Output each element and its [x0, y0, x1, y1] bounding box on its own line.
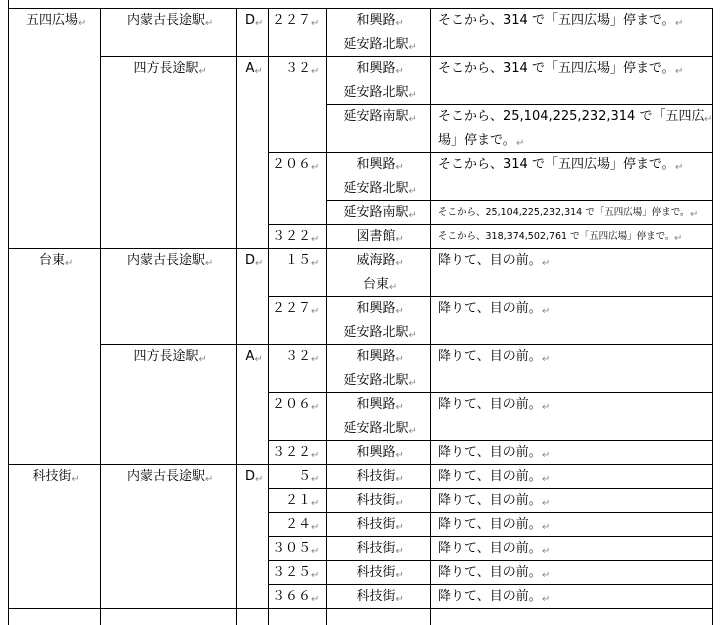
route-number-cell-text: １５ — [285, 253, 312, 268]
instruction-cell — [430, 488, 712, 512]
route-number-cell — [268, 224, 326, 248]
instruction-cell — [430, 56, 712, 104]
instruction-cell-text: そこから、314 で「五四広場」停まで。 — [438, 13, 675, 28]
transfer-stop-cell — [326, 440, 430, 464]
paragraph-mark: ↵ — [254, 354, 263, 365]
instruction-cell-text: 降りて、目の前。 — [438, 301, 542, 316]
paragraph-mark: ↵ — [395, 234, 404, 245]
exit-cell-text: D — [245, 253, 256, 268]
instruction-cell — [430, 344, 712, 392]
instruction-cell-text: そこから、314 で「五四広場」停まで。 — [438, 157, 675, 172]
paragraph-mark: ↵ — [311, 546, 320, 557]
paragraph-mark: ↵ — [311, 402, 320, 413]
instruction-cell-text: 降りて、目の前。 — [438, 469, 542, 484]
transfer-stop-cell-text: 科技街 — [356, 469, 396, 484]
transfer-stop-cell-text: 和興路 — [356, 61, 396, 76]
transfer-stop-cell-text: 科技街 — [356, 541, 396, 556]
transfer-stop-cell-text: 科技街 — [356, 589, 396, 604]
route-number-cell-text: ３２２ — [272, 229, 312, 244]
paragraph-mark: ↵ — [542, 474, 551, 485]
exit-cell-text: D — [245, 13, 256, 28]
transfer-stop-cell — [326, 200, 430, 224]
exit-cell-text: A — [245, 349, 255, 364]
instruction-cell — [430, 224, 712, 248]
route-number-cell-text: ３２ — [285, 61, 312, 76]
route-number-cell — [268, 296, 326, 344]
paragraph-mark: ↵ — [311, 66, 320, 77]
paragraph-mark: ↵ — [389, 282, 398, 293]
instruction-cell — [430, 392, 712, 440]
instruction-cell-text: 降りて、目の前。 — [438, 517, 542, 532]
transfer-stop-cell-text: 延安路北駅 — [343, 421, 409, 436]
transfer-stop-cell — [326, 560, 430, 584]
transfer-stop-cell — [326, 224, 430, 248]
transfer-stop-cell — [326, 536, 430, 560]
paragraph-mark: ↵ — [542, 546, 551, 557]
exit-cell — [236, 248, 268, 344]
instruction-cell-text: 降りて、目の前。 — [438, 541, 542, 556]
transfer-stop-cell-text: 科技街 — [356, 517, 396, 532]
paragraph-mark: ↵ — [704, 114, 712, 125]
instruction-cell — [430, 296, 712, 344]
transfer-stop-cell-text: 延安路南駅 — [343, 109, 409, 124]
instruction-cell-text: そこから、314 で「五四広場」停まで。 — [438, 61, 675, 76]
destination-cell-text: 五四広場 — [26, 13, 79, 28]
paragraph-mark: ↵ — [311, 306, 320, 317]
transfer-stop-cell-text: 和興路 — [356, 301, 396, 316]
transfer-stop-cell-text: 威海路 — [356, 253, 396, 268]
origin-station-cell — [100, 8, 236, 56]
route-number-cell-text: ２２７ — [272, 301, 312, 316]
route-number-cell — [268, 392, 326, 440]
instruction-cell — [430, 512, 712, 536]
route-number-cell-text: ２１ — [285, 493, 312, 508]
paragraph-mark: ↵ — [395, 306, 404, 317]
route-number-cell — [268, 8, 326, 56]
paragraph-mark: ↵ — [395, 474, 404, 485]
transfer-stop-cell-text: 科技街 — [356, 493, 396, 508]
paragraph-mark: ↵ — [408, 90, 417, 101]
route-number-cell-text: ２２７ — [272, 13, 312, 28]
instruction-cell-text: 降りて、目の前。 — [438, 589, 542, 604]
paragraph-mark: ↵ — [311, 162, 320, 173]
exit-cell — [236, 464, 268, 608]
paragraph-mark: ↵ — [395, 354, 404, 365]
transfer-stop-cell — [326, 488, 430, 512]
route-number-cell-text: ３６６ — [272, 589, 312, 604]
paragraph-mark: ↵ — [311, 570, 320, 581]
destination-cell-text: 台東 — [39, 253, 66, 268]
paragraph-mark: ↵ — [311, 354, 320, 365]
transfer-stop-cell-text: 延安路南駅 — [343, 205, 409, 220]
instruction-cell — [430, 560, 712, 584]
paragraph-mark: ↵ — [408, 426, 417, 437]
paragraph-mark: ↵ — [408, 378, 417, 389]
route-number-cell — [268, 488, 326, 512]
next-row-divider — [8, 608, 9, 625]
transfer-stop-cell-text: 延安路北駅 — [343, 37, 409, 52]
destination-cell — [8, 464, 100, 608]
paragraph-mark: ↵ — [311, 522, 320, 533]
paragraph-mark: ↵ — [71, 474, 80, 485]
transfer-stop-cell — [326, 464, 430, 488]
paragraph-mark: ↵ — [542, 402, 551, 413]
paragraph-mark: ↵ — [542, 450, 551, 461]
instruction-cell-text: 場」停まで。 — [438, 133, 516, 148]
transfer-stop-cell — [326, 344, 430, 392]
next-row-divider — [100, 608, 101, 625]
paragraph-mark: ↵ — [408, 210, 417, 221]
instruction-cell — [430, 440, 712, 464]
transfer-stop-cell — [326, 104, 430, 152]
transfer-stop-cell — [326, 56, 430, 104]
paragraph-mark: ↵ — [542, 354, 551, 365]
instruction-cell — [430, 152, 712, 200]
paragraph-mark: ↵ — [311, 258, 320, 269]
transfer-stop-cell-text: 和興路 — [356, 445, 396, 460]
paragraph-mark: ↵ — [205, 474, 214, 485]
next-row-divider — [236, 608, 237, 625]
paragraph-mark: ↵ — [408, 330, 417, 341]
route-number-cell-text: ２０６ — [272, 157, 312, 172]
paragraph-mark: ↵ — [254, 66, 263, 77]
exit-cell — [236, 56, 268, 248]
paragraph-mark: ↵ — [255, 258, 264, 269]
origin-station-cell — [100, 344, 236, 464]
transfer-stop-cell — [326, 392, 430, 440]
transfer-stop-cell-text: 延安路北駅 — [343, 325, 409, 340]
transfer-stop-cell-text: 延安路北駅 — [343, 85, 409, 100]
origin-station-cell — [100, 464, 236, 608]
route-number-cell-text: ２４ — [285, 517, 312, 532]
instruction-cell-text: 降りて、目の前。 — [438, 445, 542, 460]
transfer-stop-cell-text: 台東 — [363, 277, 390, 292]
paragraph-mark: ↵ — [198, 354, 207, 365]
instruction-cell — [430, 464, 712, 488]
instruction-cell-text: 降りて、目の前。 — [438, 565, 542, 580]
paragraph-mark: ↵ — [395, 570, 404, 581]
origin-station-cell-text: 四方長途駅 — [133, 61, 199, 76]
route-number-cell-text: ３２５ — [272, 565, 312, 580]
paragraph-mark: ↵ — [311, 474, 320, 485]
instruction-cell-text: そこから、25,104,225,232,314 で「五四広場」停まで。 — [438, 207, 690, 218]
route-number-cell — [268, 536, 326, 560]
paragraph-mark: ↵ — [255, 18, 264, 29]
route-number-cell — [268, 152, 326, 224]
paragraph-mark: ↵ — [395, 498, 404, 509]
route-number-cell — [268, 248, 326, 296]
route-number-cell-text: ２０６ — [272, 397, 312, 412]
origin-station-cell-text: 内蒙古長途駅 — [127, 469, 206, 484]
exit-cell — [236, 8, 268, 56]
instruction-cell — [430, 536, 712, 560]
instruction-cell — [430, 584, 712, 608]
paragraph-mark: ↵ — [675, 18, 684, 29]
paragraph-mark: ↵ — [311, 234, 320, 245]
route-number-cell — [268, 440, 326, 464]
paragraph-mark: ↵ — [690, 209, 699, 220]
paragraph-mark: ↵ — [675, 66, 684, 77]
paragraph-mark: ↵ — [408, 42, 417, 53]
origin-station-cell-text: 内蒙古長途駅 — [127, 13, 206, 28]
transfer-stop-cell-text: 図書館 — [356, 229, 396, 244]
transfer-stop-cell — [326, 584, 430, 608]
destination-cell — [8, 248, 100, 464]
paragraph-mark: ↵ — [516, 138, 525, 149]
exit-cell-text: D — [245, 469, 256, 484]
paragraph-mark: ↵ — [205, 18, 214, 29]
paragraph-mark: ↵ — [675, 162, 684, 173]
exit-cell — [236, 344, 268, 464]
route-number-cell — [268, 56, 326, 152]
paragraph-mark: ↵ — [78, 18, 87, 29]
paragraph-mark: ↵ — [311, 450, 320, 461]
transfer-stop-cell-text: 和興路 — [356, 13, 396, 28]
next-row-top-border — [8, 608, 712, 609]
paragraph-mark: ↵ — [311, 594, 320, 605]
paragraph-mark: ↵ — [205, 258, 214, 269]
instruction-cell — [430, 200, 712, 224]
paragraph-mark: ↵ — [542, 258, 551, 269]
paragraph-mark: ↵ — [408, 114, 417, 125]
transfer-stop-cell-text: 和興路 — [356, 349, 396, 364]
origin-station-cell — [100, 56, 236, 248]
paragraph-mark: ↵ — [542, 570, 551, 581]
route-number-cell-text: ３０５ — [272, 541, 312, 556]
next-row-divider — [268, 608, 269, 625]
instruction-cell-text: そこから、318,374,502,761 で「五四広場」停まで。 — [438, 231, 675, 242]
instruction-cell-text: 降りて、目の前。 — [438, 349, 542, 364]
destination-cell — [8, 8, 100, 248]
transfer-stop-cell-text: 延安路北駅 — [343, 181, 409, 196]
paragraph-mark: ↵ — [198, 66, 207, 77]
paragraph-mark: ↵ — [542, 306, 551, 317]
transfer-stop-cell-text: 延安路北駅 — [343, 373, 409, 388]
paragraph-mark: ↵ — [311, 18, 320, 29]
paragraph-mark: ↵ — [255, 474, 264, 485]
paragraph-mark: ↵ — [65, 258, 74, 269]
transfer-stop-cell — [326, 296, 430, 344]
paragraph-mark: ↵ — [674, 233, 683, 244]
transfer-stop-cell-text: 和興路 — [356, 157, 396, 172]
route-number-cell-text: ３２２ — [272, 445, 312, 460]
instruction-cell-text: 降りて、目の前。 — [438, 493, 542, 508]
paragraph-mark: ↵ — [395, 66, 404, 77]
transfer-stop-cell — [326, 8, 430, 56]
paragraph-mark: ↵ — [395, 450, 404, 461]
route-number-cell-text: ３２ — [285, 349, 312, 364]
route-number-cell — [268, 344, 326, 392]
transfer-stop-cell — [326, 152, 430, 200]
origin-station-cell-text: 四方長途駅 — [133, 349, 199, 364]
route-number-cell — [268, 560, 326, 584]
paragraph-mark: ↵ — [311, 498, 320, 509]
paragraph-mark: ↵ — [395, 546, 404, 557]
transfer-stop-cell — [326, 512, 430, 536]
paragraph-mark: ↵ — [542, 594, 551, 605]
origin-station-cell-text: 内蒙古長途駅 — [127, 253, 206, 268]
next-row-divider — [326, 608, 327, 625]
route-number-cell — [268, 512, 326, 536]
instruction-cell — [430, 104, 712, 152]
paragraph-mark: ↵ — [395, 162, 404, 173]
destination-cell-text: 科技街 — [32, 469, 72, 484]
instruction-cell-text: 降りて、目の前。 — [438, 397, 542, 412]
paragraph-mark: ↵ — [408, 186, 417, 197]
instruction-cell — [430, 248, 712, 296]
paragraph-mark: ↵ — [395, 522, 404, 533]
paragraph-mark: ↵ — [395, 594, 404, 605]
instruction-cell-text: 降りて、目の前。 — [438, 253, 542, 268]
page-margin-marker — [8, 0, 9, 8]
paragraph-mark: ↵ — [542, 522, 551, 533]
route-number-cell — [268, 584, 326, 608]
exit-cell-text: A — [245, 61, 255, 76]
paragraph-mark: ↵ — [395, 258, 404, 269]
route-number-cell — [268, 464, 326, 488]
instruction-cell — [430, 8, 712, 56]
next-row-divider — [430, 608, 431, 625]
table-right-border — [712, 8, 713, 625]
paragraph-mark: ↵ — [395, 402, 404, 413]
transfer-stop-cell-text: 和興路 — [356, 397, 396, 412]
transfer-stop-cell-text: 科技街 — [356, 565, 396, 580]
transfer-stop-cell — [326, 248, 430, 296]
paragraph-mark: ↵ — [395, 18, 404, 29]
route-number-cell-text: ５ — [298, 469, 312, 484]
instruction-cell-text: そこから、25,104,225,232,314 で「五四広 — [438, 109, 705, 124]
origin-station-cell — [100, 248, 236, 344]
paragraph-mark: ↵ — [542, 498, 551, 509]
